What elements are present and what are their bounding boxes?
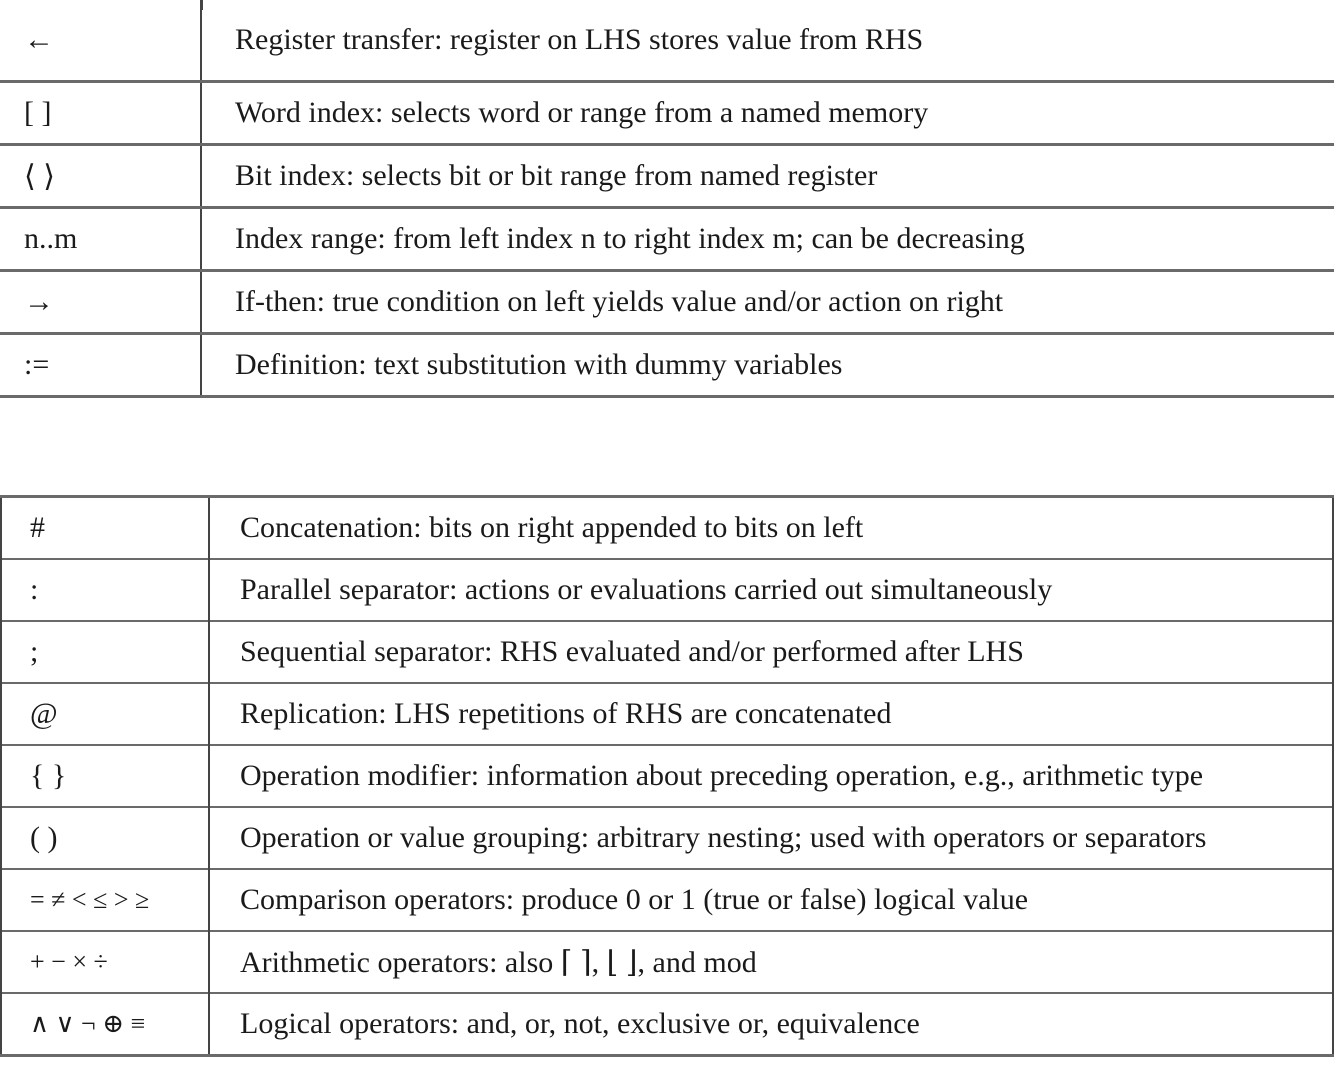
rtn-notation-table-1 [0,0,1334,398]
description-cell: Parallel separator: actions or evaluations carried out simultaneously [209,559,1333,621]
rtn-notation-table-2 [0,495,1334,1057]
symbol-cell: @ [1,683,209,745]
description-cell: Operation or value grouping: arbitrary nesting; used with operators or separators [209,807,1333,869]
symbol-cell: = ≠ < ≤ > ≥ [1,869,209,931]
symbol-cell: ( ) [1,807,209,869]
description-cell: Logical operators: and, or, not, exclusive or, equivalence [209,993,1333,1056]
table-row [0,271,1334,334]
description-cell: Concatenation: bits on right appended to bits on left [209,497,1333,560]
table-row [1,807,1333,869]
symbol-cell: n..m [0,208,201,271]
symbol-cell: [ ] [0,82,201,145]
description-cell: Sequential separator: RHS evaluated and/or performed after LHS [209,621,1333,683]
table-row [0,82,1334,145]
description-cell: Arithmetic operators: also ⌈ ⌉, ⌊ ⌋, and mod [209,931,1333,993]
symbol-cell: { } [1,745,209,807]
table-row [1,559,1333,621]
table-row [1,745,1333,807]
description-cell: Index range: from left index n to right index m; can be decreasing [201,208,1334,271]
symbol-cell: → [0,271,201,334]
description-cell: Replication: LHS repetitions of RHS are concatenated [209,683,1333,745]
description-cell: If-then: true condition on left yields value and/or action on right [201,271,1334,334]
table-row [0,0,1334,82]
table-row [1,621,1333,683]
symbol-cell: ⟨ ⟩ [0,145,201,208]
table-row [0,334,1334,397]
description-cell: Bit index: selects bit or bit range from named register [201,145,1334,208]
symbol-cell: # [1,497,209,560]
description-cell: Register transfer: register on LHS stores value from RHS [235,23,924,56]
symbol-cell: ← [0,0,201,82]
description-cell: Comparison operators: produce 0 or 1 (true or false) logical value [209,869,1333,931]
table-row [1,931,1333,993]
table-row [1,869,1333,931]
description-cell: Operation modifier: information about preceding operation, e.g., arithmetic type [209,745,1333,807]
table-row [1,993,1333,1056]
table-row [0,208,1334,271]
table-row [1,683,1333,745]
symbol-cell: ; [1,621,209,683]
symbol-cell: + − × ÷ [1,931,209,993]
symbol-cell: := [0,334,201,397]
description-cell: Definition: text substitution with dummy variables [201,334,1334,397]
description-cell: Word index: selects word or range from a named memory [201,82,1334,145]
table-row [1,497,1333,560]
symbol-cell: ∧ ∨ ¬ ⊕ ≡ [1,993,209,1056]
table-row [0,145,1334,208]
symbol-cell: : [1,559,209,621]
